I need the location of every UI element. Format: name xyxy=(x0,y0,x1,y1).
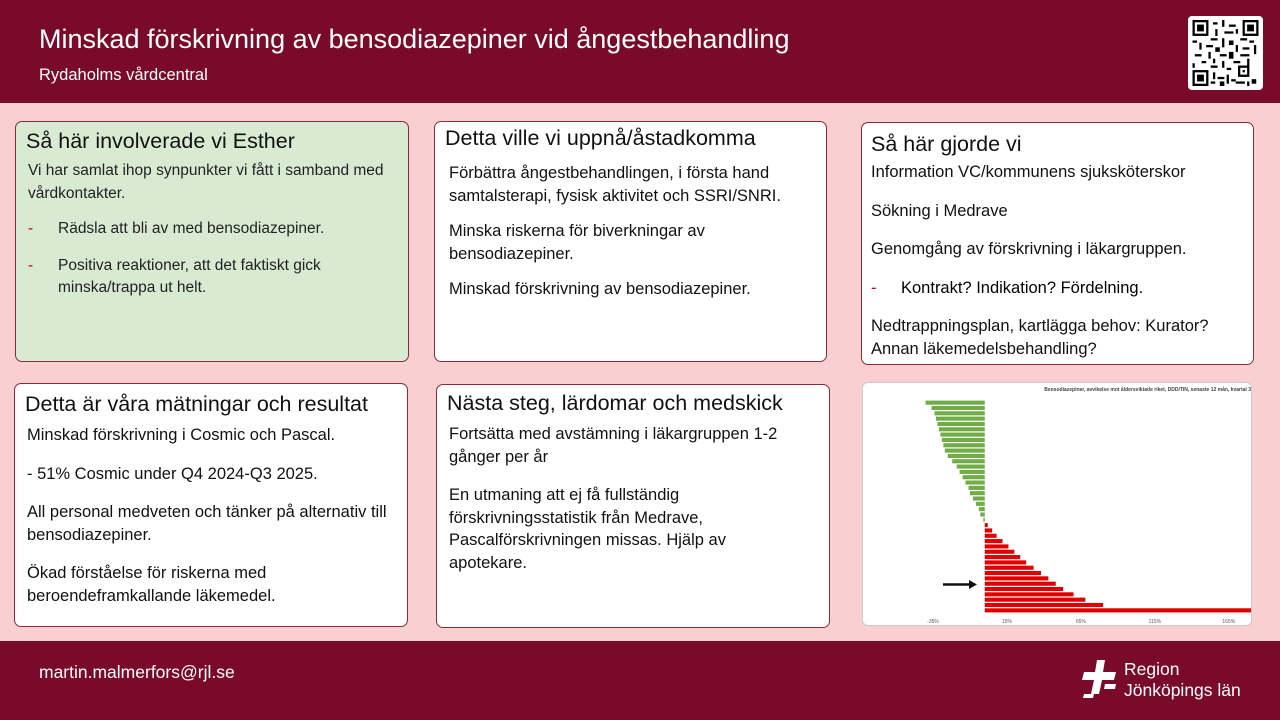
chart-panel xyxy=(862,382,1252,626)
x-tick-label: 115% xyxy=(1148,619,1162,625)
card-paragraph: Minskad förskrivning i Cosmic och Pascal. xyxy=(27,426,336,444)
chart-bar xyxy=(985,603,1103,607)
card-paragraph: - 51% Cosmic under Q4 2024-Q3 2025. xyxy=(27,464,318,483)
chart-bar xyxy=(985,539,1003,543)
card-paragraph: Förbättra ångestbehandlingen, i första hand samtalsterapi, fysisk aktivitet och SSRI/SNRI. xyxy=(449,164,781,205)
bar-chart xyxy=(863,383,1252,626)
chart-bar xyxy=(942,438,985,442)
card-paragraph: Ökad förståelse för riskerna med beroendeframkallande läkemedel. xyxy=(27,564,276,605)
card-method xyxy=(861,122,1254,365)
card-heading: Så här involverade vi Esther xyxy=(26,129,295,153)
arrow-marker xyxy=(943,580,977,589)
chart-bar xyxy=(960,470,985,474)
card-paragraph: Genomgång av förskrivning i läkargruppen. xyxy=(871,240,1187,258)
chart-bar xyxy=(943,443,984,447)
page-title: Minskad förskrivning av bensodiazepiner vid ångestbehandling xyxy=(39,24,790,54)
card-heading: Nästa steg, lärdomar och medskick xyxy=(447,391,783,415)
chart-title: Bensodiazepiner, avvikelse mot åldersviktade riket, DDD/TIN, senaste 12 mån, kvartal 3 xyxy=(1044,387,1251,393)
chart-bar xyxy=(963,475,985,479)
bullet-item: - Positiva reaktioner, att det faktiskt gick minska/trappa ut helt. xyxy=(28,256,321,296)
chart-bar xyxy=(979,507,985,511)
chart-bar xyxy=(985,592,1074,596)
card-involvement xyxy=(15,121,409,362)
x-tick-label: -35% xyxy=(927,619,939,625)
card-paragraph: Minska riskerna för biverkningar av bensodiazepiner. xyxy=(449,222,705,263)
chart-bar xyxy=(985,598,1086,602)
chart-bar xyxy=(985,528,992,532)
card-heading: Detta är våra mätningar och resultat xyxy=(25,392,368,416)
chart-bar xyxy=(985,544,1009,548)
chart-bar xyxy=(952,459,985,463)
card-heading: Så här gjorde vi xyxy=(871,132,1022,156)
chart-bar xyxy=(934,411,984,415)
chart-bar xyxy=(926,401,985,405)
card-paragraph: Sökning i Medrave xyxy=(871,201,1008,220)
chart-bar xyxy=(985,566,1034,570)
card-paragraph: All personal medveten och tänker på alternativ till bensodiazepiner. xyxy=(27,503,387,544)
chart-bar xyxy=(985,571,1041,575)
chart-bar xyxy=(940,433,984,437)
card-goals xyxy=(434,121,827,362)
chart-bar xyxy=(968,486,984,490)
chart-bar xyxy=(939,427,985,431)
card-paragraph: Nedtrappningsplan, kartlägga behov: Kurator? Annan läkemedelsbehandling? xyxy=(871,317,1209,358)
x-tick-label: 15% xyxy=(1001,619,1012,625)
chart-bar xyxy=(985,523,988,527)
chart-bar xyxy=(976,502,985,506)
chart-bar xyxy=(957,465,985,469)
card-paragraph: En utmaning att ej få fullständig förskrivningsstatistik från Medrave, Pascalförskrivningen missas. Hjälp av apotekare. xyxy=(449,486,726,572)
chart-bar xyxy=(985,587,1063,591)
chart-bar xyxy=(970,491,985,495)
chart-bar xyxy=(985,560,1026,564)
x-tick-label: 165% xyxy=(1222,619,1236,625)
chart-bar xyxy=(937,422,984,426)
chart-bar xyxy=(985,550,1015,554)
card-results xyxy=(14,383,408,627)
card-paragraph: Vi har samlat ihop synpunkter vi fått i samband med vårdkontakter. xyxy=(28,162,384,202)
card-next-steps xyxy=(436,384,830,628)
page-subtitle: Rydaholms vårdcentral xyxy=(39,66,208,84)
chart-bar xyxy=(985,534,997,538)
card-heading: Detta ville vi uppnå/åstadkomma xyxy=(445,126,756,150)
logo-text-line2: Jönköpings län xyxy=(1124,680,1241,700)
chart-bar xyxy=(985,582,1056,586)
logo-text-line1: Region xyxy=(1124,659,1180,679)
card-paragraph: Fortsätta med avstämning i läkargruppen 1-2 gånger per år xyxy=(449,425,778,466)
chart-bar xyxy=(936,417,985,421)
x-tick-label: 65% xyxy=(1075,619,1086,625)
qr-code-graphic xyxy=(1192,20,1259,86)
chart-bar xyxy=(983,518,984,522)
chart-bar xyxy=(985,608,1251,612)
chart-bar xyxy=(980,512,984,516)
contact-email: martin.malmerfors@rjl.se xyxy=(39,662,235,682)
bullet-item: - Kontrakt? Indikation? Fördelning. xyxy=(871,278,1144,297)
chart-bar xyxy=(985,555,1020,559)
chart-bar xyxy=(948,454,985,458)
chart-bar xyxy=(945,449,985,453)
chart-bar xyxy=(985,576,1049,580)
card-paragraph: Minskad förskrivning av bensodiazepiner. xyxy=(449,280,751,298)
card-paragraph: Information VC/kommunens sjuksköterskor xyxy=(871,163,1186,181)
chart-bar xyxy=(973,496,985,500)
chart-bar xyxy=(932,406,985,410)
chart-bar xyxy=(966,480,985,484)
qr-code xyxy=(1188,16,1263,90)
bullet-item: - Rädsla att bli av med bensodiazepiner. xyxy=(28,220,325,237)
